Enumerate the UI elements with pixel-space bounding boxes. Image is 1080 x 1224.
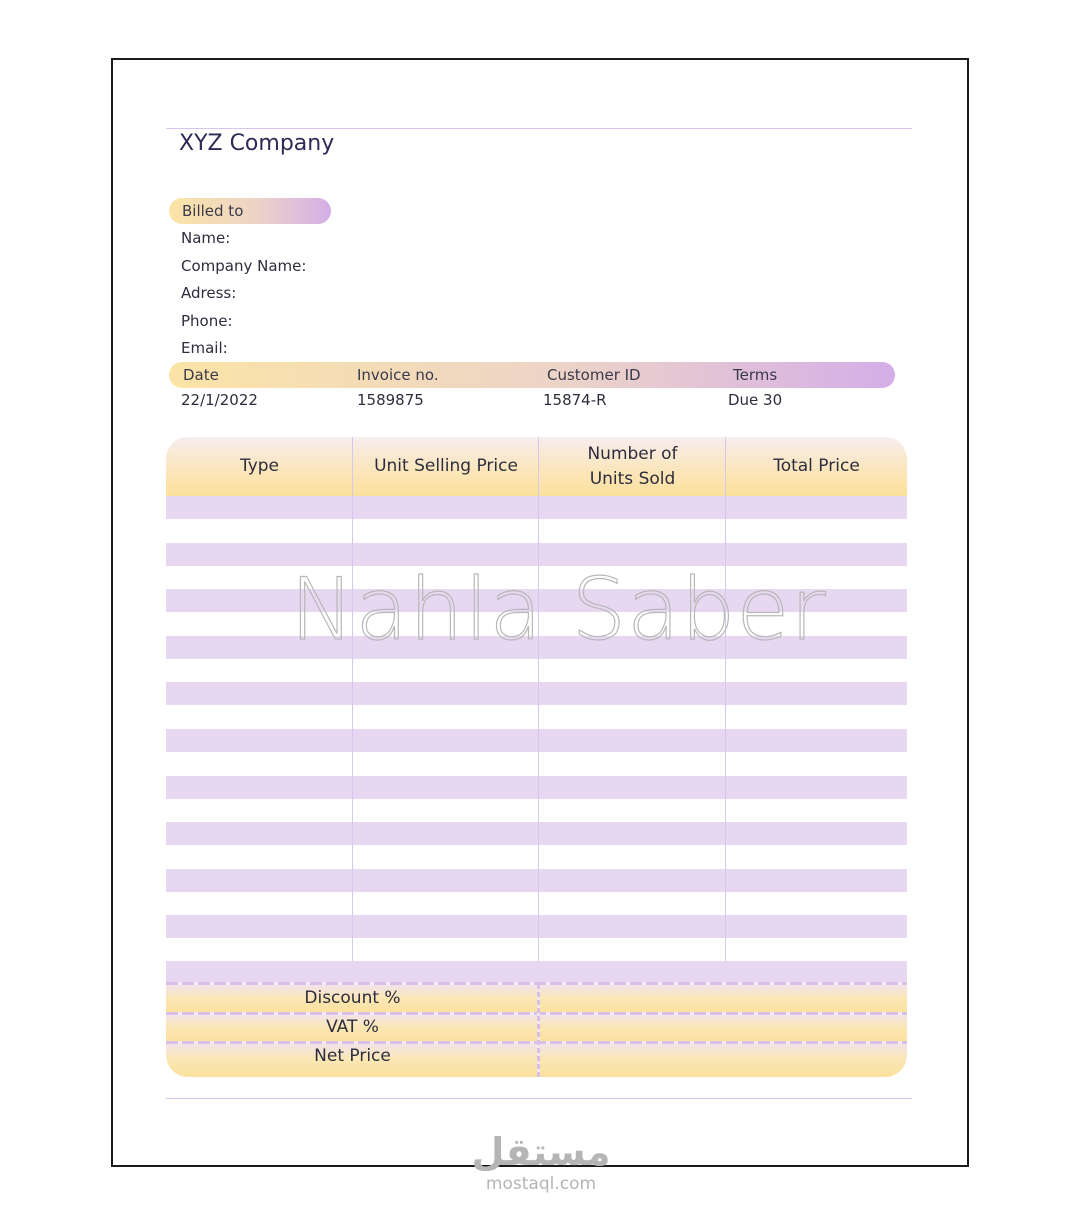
invoice-meta-bar xyxy=(169,362,895,388)
table-row xyxy=(166,915,907,938)
phone-field: Phone: xyxy=(181,312,233,330)
total-price-column-header: Total Price xyxy=(773,456,860,476)
company-name-field: Company Name: xyxy=(181,257,307,275)
discount-label: Discount % xyxy=(304,988,401,1008)
vat-label: VAT % xyxy=(326,1017,379,1037)
table-row xyxy=(166,729,907,752)
invoice-no-value: 1589875 xyxy=(357,391,424,409)
items-table xyxy=(166,437,907,1077)
column-divider xyxy=(725,437,726,961)
email-field: Email: xyxy=(181,339,228,357)
table-row xyxy=(166,496,907,519)
column-divider xyxy=(352,437,353,961)
mostaql-logo xyxy=(466,1130,616,1194)
date-header: Date xyxy=(183,366,219,384)
watermark: Nahla Saber xyxy=(290,560,827,660)
units-sold-column-header: Number of Units Sold xyxy=(587,443,678,489)
address-field: Adress: xyxy=(181,284,237,302)
column-divider xyxy=(538,437,539,961)
billed-to-label: Billed to xyxy=(182,202,244,220)
customer-id-header: Customer ID xyxy=(547,366,641,384)
table-row xyxy=(166,961,907,984)
logo-arabic: مستقل xyxy=(471,1130,611,1174)
net-price-label: Net Price xyxy=(314,1046,391,1066)
table-row xyxy=(166,682,907,705)
type-column-header: Type xyxy=(239,456,280,476)
top-rule xyxy=(166,128,912,129)
table-row xyxy=(166,776,907,799)
name-field: Name: xyxy=(181,229,231,247)
table-row xyxy=(166,869,907,892)
invoice-no-header: Invoice no. xyxy=(357,366,439,384)
bottom-rule xyxy=(166,1098,912,1099)
customer-id-value: 15874-R xyxy=(543,391,607,409)
terms-value: Due 30 xyxy=(728,391,783,409)
logo-latin: mostaql.com xyxy=(485,1174,597,1194)
unit-price-column-header: Unit Selling Price xyxy=(374,456,518,476)
terms-header: Terms xyxy=(733,366,778,384)
company-name: XYZ Company xyxy=(179,131,335,156)
date-value: 22/1/2022 xyxy=(181,391,258,409)
table-row xyxy=(166,822,907,845)
